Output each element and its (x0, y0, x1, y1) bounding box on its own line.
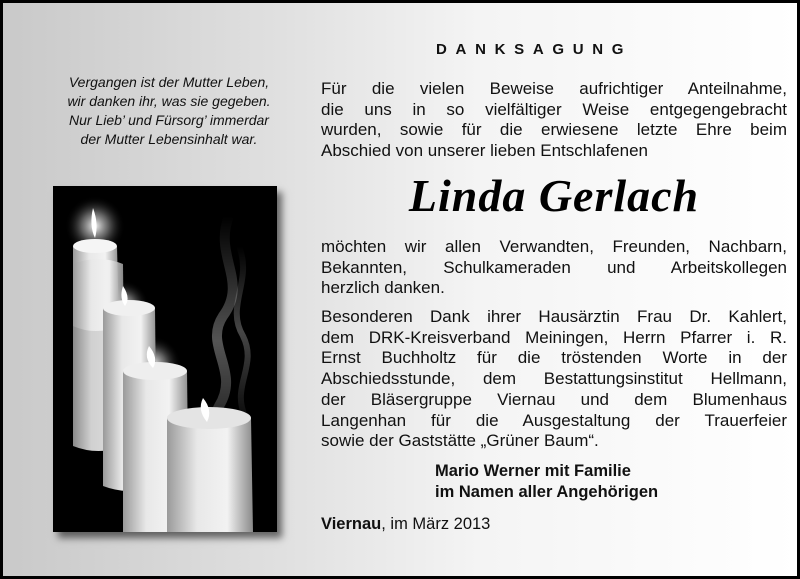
memorial-verse (39, 73, 299, 149)
heading-danksagung: DANKSAGUNG (436, 41, 633, 58)
signature-block (435, 461, 658, 503)
verse-line: Nur Lieb’ und Fürsorg’ immerdar (69, 112, 269, 128)
special-thanks-paragraph (321, 307, 787, 452)
text-line: Bekannten, Schulkameraden und Arbeitskollegen (321, 257, 787, 277)
thanks-paragraph (321, 237, 787, 299)
signature-line: Mario Werner mit Familie (435, 462, 631, 480)
verse-line: der Mutter Lebensinhalt war. (80, 131, 258, 147)
text-line: Ernst Buchholtz für die tröstenden Worte in der (321, 348, 787, 368)
deceased-name: Linda Gerlach (408, 170, 700, 221)
place-date (321, 515, 490, 534)
verse-line: Vergangen ist der Mutter Leben, (68, 74, 270, 90)
text-line: Langenhan für die Ausgestaltung der Trauerfeier (321, 410, 787, 430)
text-line: Für die vielen Beweise aufrichtiger Anteilnahme, (321, 79, 787, 98)
text-line: dem DRK-Kreisverband Meiningen, Herrn Pfarrer i. R. (321, 327, 787, 347)
candles-photo (53, 186, 277, 532)
candles-icon (53, 186, 277, 532)
text-line: sowie der Gaststätte „Grüner Baum“. (321, 431, 599, 451)
date-text: , im März 2013 (381, 515, 491, 533)
text-line: herzlich danken. (321, 278, 445, 298)
text-line: Abschied von unserer lieben Entschlafenen (321, 141, 648, 161)
intro-paragraph (321, 79, 787, 162)
text-line: der Bläsergruppe Viernau und dem Blumenhaus (321, 389, 787, 409)
place-name: Viernau (321, 515, 382, 533)
text-line: Abschiedsstunde, dem Bestattungsinstitut Hellmann, (321, 369, 787, 389)
verse-line: wir danken ihr, was sie gegeben. (67, 93, 271, 109)
text-line: möchten wir allen Verwandten, Freunden, Nachbarn, (321, 237, 787, 256)
signature-line: im Namen aller Angehörigen (435, 483, 659, 501)
text-line: wurden, sowie für die erwiesene letzte Ehre beim (321, 120, 787, 140)
text-line: die uns in so vielfältiger Weise entgegengebracht (321, 99, 787, 119)
text-line: Besonderen Dank ihrer Hausärztin Frau Dr. Kahlert, (321, 307, 787, 326)
